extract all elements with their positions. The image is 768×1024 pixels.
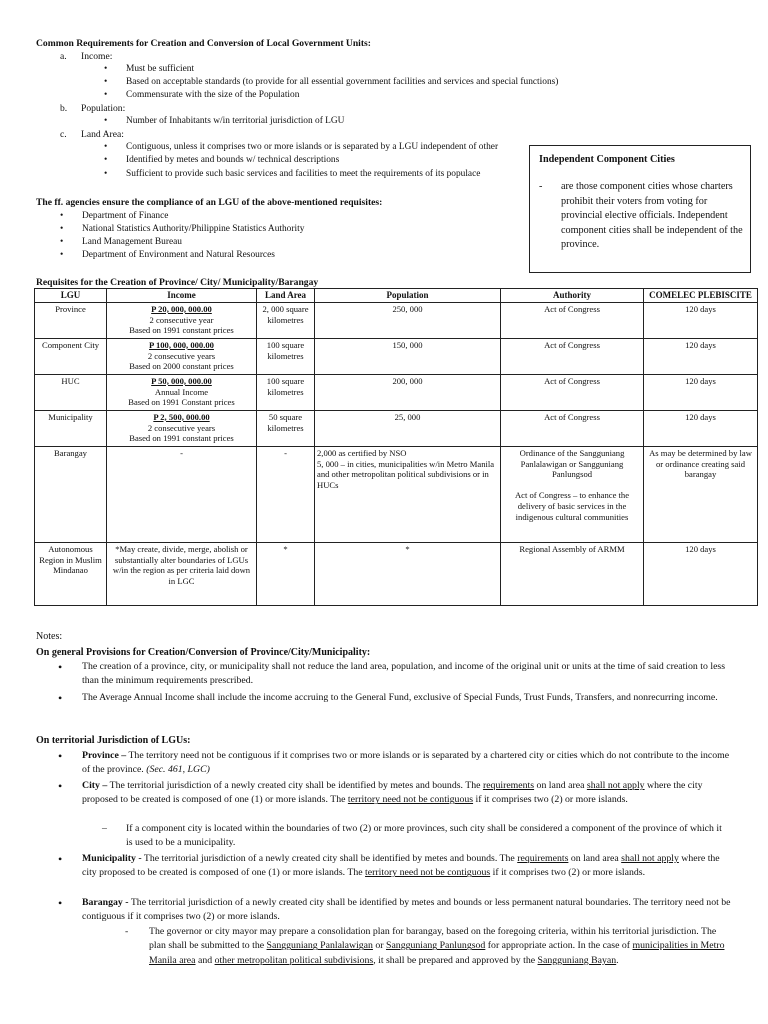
land-area-marker: c. — [60, 129, 67, 140]
table-row — [35, 446, 758, 542]
income-amount: P 100, 000, 000.00 — [149, 339, 214, 350]
city-sub-item — [102, 822, 726, 851]
province-text: The territory need not be contiguous if it comprises two or more islands or is separated by a chartered city or cities which do not contribute to the income of the province. — [82, 750, 730, 776]
city-underlined: requirements — [482, 780, 535, 791]
notes-label: Notes: — [36, 631, 63, 642]
municipality-underlined: shall not apply — [621, 853, 679, 864]
requisites-table — [34, 288, 758, 606]
authority-line: Act of Congress – to enhance the delivery of basic services in the indigenous cultural communities — [514, 490, 630, 522]
cell-income — [107, 302, 257, 338]
cell-income: - — [107, 446, 257, 542]
barangay-sub-underlined: Sangguniang Panlungsod — [386, 940, 486, 952]
agencies-heading: The ff. agencies ensure the compliance of an LGU of the above-mentioned requisites: — [36, 197, 383, 208]
city-label: City – — [82, 780, 108, 791]
independent-component-cities-box — [529, 145, 751, 273]
list-item: • Land Management Bureau — [82, 236, 182, 249]
list-item: • Department of Environment and Natural Resources — [82, 249, 275, 262]
income-amount: P 50, 000, 000.00 — [151, 375, 212, 386]
barangay-sub-text: , it shall be prepared and approved by the — [373, 954, 538, 966]
cell-lgu: HUC — [35, 374, 107, 410]
cell-income — [107, 374, 257, 410]
list-item: • The Average Annual Income shall include the income accruing to the General Fund, exclusive of Special Funds, Trust Funds, Transfers, and nonrecurring income. — [82, 691, 732, 705]
callout-text: are those component cities whose charters prohibit their voters from voting for provincial elective officials. Independent component cities shall be independent of the province. — [561, 181, 743, 251]
cell-land-area: 100 square kilometres — [257, 338, 315, 374]
barangay-sub-text: . — [616, 954, 619, 966]
city-sub-text: If a component city is located within the boundaries of two (2) or more provinces, such city shall be considered a component of the province of which it is used to be a municipality. — [126, 823, 722, 849]
cell-land-area: 50 square kilometres — [257, 410, 315, 446]
cell-land-area: - — [257, 446, 315, 542]
cell-population: 200, 000 — [315, 374, 501, 410]
cell-lgu: Province — [35, 302, 107, 338]
cell-population — [315, 446, 501, 542]
barangay-sub-text: and — [195, 954, 215, 966]
cell-land-area: 100 square kilometres — [257, 374, 315, 410]
cell-comelec: 120 days — [644, 542, 758, 605]
col-header-population: Population — [315, 289, 501, 303]
list-item: • Contiguous, unless it comprises two or more islands or is separated by a LGU independent of other — [126, 141, 498, 154]
barangay-sub-text: for appropriate action. In the case of — [485, 940, 633, 952]
city-underlined: territory need not be contiguous — [347, 794, 474, 806]
population-line: 5, 000 – in cities, municipalities w/in Metro Manila and other metropolitan political subdivisions or in HUCs — [317, 458, 495, 491]
population-line: 2,000 as certified by NSO — [317, 447, 407, 458]
cell-lgu: Autonomous Region in Muslim Mindanao — [35, 542, 107, 605]
cell-authority: Act of Congress — [501, 374, 644, 410]
cell-income: *May create, divide, merge, abolish or substantially alter boundaries of LGUs w/in the region as per criteria laid down in LGC — [107, 542, 257, 605]
col-header-lgu: LGU — [35, 289, 107, 303]
cell-population: 25, 000 — [315, 410, 501, 446]
cell-authority: Act of Congress — [501, 338, 644, 374]
dash-marker: - — [125, 926, 129, 937]
city-item — [82, 779, 736, 808]
province-item — [82, 749, 732, 778]
income-basis: Based on 1991 constant prices — [129, 433, 234, 444]
cell-comelec: As may be determined by law or ordinance creating said barangay — [644, 446, 758, 542]
income-period: 2 consecutive years — [147, 350, 216, 361]
list-item: • Identified by metes and bounds w/ technical descriptions — [126, 154, 339, 167]
municipality-underlined: requirements — [517, 853, 569, 864]
barangay-sub-item — [125, 925, 734, 968]
income-basis: Based on 2000 constant prices — [129, 361, 234, 372]
municipality-item — [82, 852, 736, 881]
list-item: • Sufficient to provide such basic services and facilities to meet the requirements of its populace — [126, 168, 480, 181]
cell-authority: Act of Congress — [501, 410, 644, 446]
col-header-comelec: COMELEC PLEBISCITE — [644, 289, 758, 303]
table-header-row — [35, 289, 758, 303]
cell-population: * — [315, 542, 501, 605]
income-amount: P 2, 500, 000.00 — [153, 411, 210, 422]
cell-lgu: Component City — [35, 338, 107, 374]
col-header-authority: Authority — [501, 289, 644, 303]
cell-population: 250, 000 — [315, 302, 501, 338]
province-label: Province – — [82, 750, 127, 761]
cell-authority — [501, 446, 644, 542]
barangay-item — [82, 896, 732, 925]
table-row — [35, 374, 758, 410]
cell-authority: Regional Assembly of ARMM — [501, 542, 644, 605]
cell-lgu: Barangay — [35, 446, 107, 542]
table-row — [35, 302, 758, 338]
cell-income — [107, 410, 257, 446]
cell-comelec: 120 days — [644, 302, 758, 338]
cell-comelec: 120 days — [644, 338, 758, 374]
municipality-text: if it comprises two (2) or more islands. — [490, 867, 646, 879]
list-item: • The creation of a province, city, or municipality shall not reduce the land area, population, and income of the original unit or units at the time of said creation to less than the minimum requirements prescribed. — [82, 660, 732, 689]
city-text: if it comprises two (2) or more islands. — [473, 794, 628, 806]
income-basis: Based on 1991 constant prices — [129, 325, 234, 336]
municipality-text: where the city proposed to be created is composed of one (1) or more islands. The — [82, 853, 720, 879]
list-item: • Based on acceptable standards (to provide for all essential government facilities and services and special functions) — [126, 76, 558, 89]
income-period: Annual Income — [154, 386, 209, 397]
list-item: • Commensurate with the size of the Population — [126, 89, 299, 102]
income-period: 2 consecutive year — [149, 314, 214, 325]
income-basis: Based on 1991 Constant prices — [128, 397, 235, 408]
authority-line: Ordinance of the Sangguniang Panlalawigan or Sangguniang Panlungsod — [519, 447, 625, 480]
income-label: Income: — [81, 51, 113, 62]
barangay-label: Barangay - — [82, 897, 129, 908]
barangay-sub-text: or — [372, 940, 386, 952]
cell-land-area: 2, 000 square kilometres — [257, 302, 315, 338]
barangay-text: The territorial jurisdiction of a newly created city shall be identified by metes and bounds or less permanent natural boundaries. The territory need not be contiguous if it comprises two (2) or more islands. — [82, 897, 731, 923]
common-requirements-heading: Common Requirements for Creation and Conversion of Local Government Units: — [36, 38, 371, 49]
barangay-sub-text: The governor or city mayor may prepare a consolidation plan for barangay, based on the foregoing criteria, within his territorial jurisdiction. The plan shall be submitted to the — [149, 926, 717, 952]
province-citation: (Sec. 461, LGC) — [146, 764, 210, 776]
barangay-sub-underlined: Sangguniang Panlalawigan — [266, 940, 373, 952]
municipality-label: Municipality - — [82, 853, 142, 864]
cell-land-area: * — [257, 542, 315, 605]
list-item: • Department of Finance — [82, 210, 168, 223]
city-text: The territorial jurisdiction of a newly created city shall be identified by metes and bounds. The — [107, 780, 483, 791]
dash-marker: – — [102, 823, 107, 834]
list-item: • National Statistics Authority/Philippine Statistics Authority — [82, 223, 304, 236]
municipality-text: The territorial jurisdiction of a newly created city shall be identified by metes and bounds. The — [141, 853, 518, 864]
population-marker: b. — [60, 103, 68, 114]
cell-comelec: 120 days — [644, 374, 758, 410]
income-period: 2 consecutive years — [147, 422, 216, 433]
cell-population: 150, 000 — [315, 338, 501, 374]
table-row — [35, 542, 758, 605]
cell-comelec: 120 days — [644, 410, 758, 446]
barangay-sub-underlined: other metropolitan political subdivisions — [214, 954, 374, 966]
population-label: Population: — [81, 103, 126, 114]
municipality-underlined: territory need not be contiguous — [365, 867, 491, 879]
income-marker: a. — [60, 51, 67, 62]
table-caption: Requisites for the Creation of Province/ City/ Municipality/Barangay — [36, 277, 319, 288]
callout-dash: - — [539, 181, 543, 192]
cell-income — [107, 338, 257, 374]
income-amount: P 20, 000, 000.00 — [151, 303, 212, 314]
table-row — [35, 410, 758, 446]
territorial-heading: On territorial Jurisdiction of LGUs: — [36, 735, 191, 746]
land-area-label: Land Area: — [81, 129, 124, 140]
city-text: where the city proposed to be created is composed of one (1) or more islands. The — [82, 780, 703, 806]
table-row — [35, 338, 758, 374]
barangay-sub-underlined: Sangguniang Bayan — [537, 954, 617, 966]
list-item: • Must be sufficient — [126, 63, 194, 76]
list-item: • Number of Inhabitants w/in territorial jurisdiction of LGU — [126, 115, 344, 128]
col-header-income: Income — [107, 289, 257, 303]
city-underlined: shall not apply — [586, 780, 645, 791]
cell-authority: Act of Congress — [501, 302, 644, 338]
col-header-land-area: Land Area — [257, 289, 315, 303]
general-provisions-heading: On general Provisions for Creation/Conversion of Province/City/Municipality: — [36, 647, 371, 658]
cell-lgu: Municipality — [35, 410, 107, 446]
callout-title: Independent Component Cities — [539, 154, 675, 165]
municipality-text: on land area — [568, 853, 622, 864]
barangay-sub-underlined: municipalities in Metro Manila area — [149, 940, 725, 966]
city-text: on land area — [534, 780, 587, 791]
